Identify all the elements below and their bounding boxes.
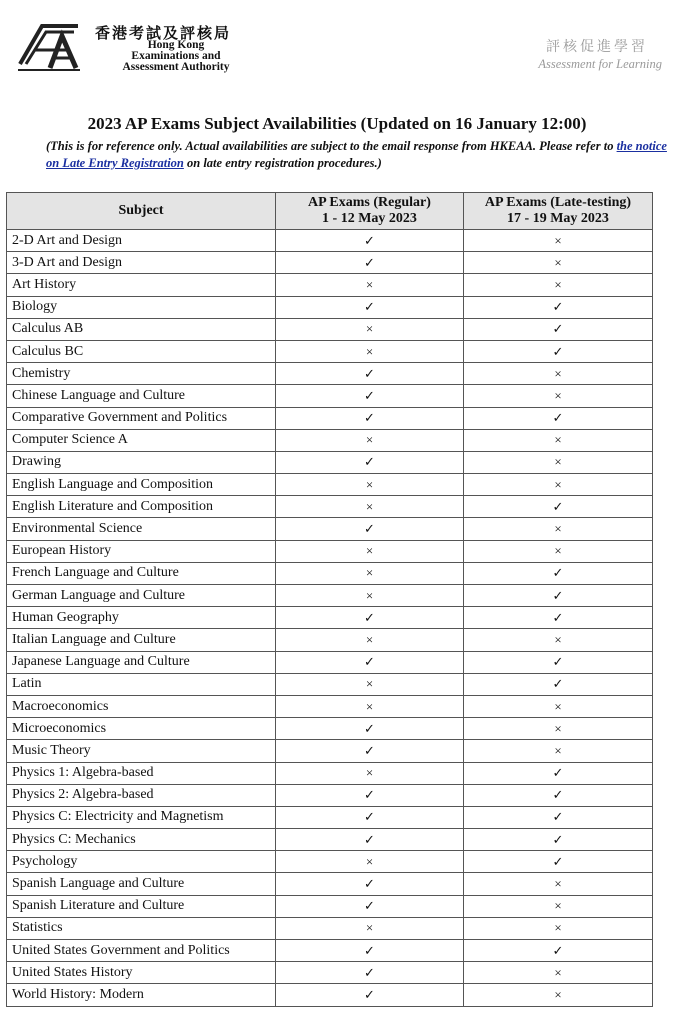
table-row — [7, 607, 653, 629]
table-row — [7, 474, 653, 496]
table-row — [7, 851, 653, 873]
late-entry-notice-link[interactable]: the notice on Late Entry Registration — [46, 139, 667, 170]
regular-availability-mark: ✓ — [276, 385, 464, 407]
regular-availability-mark: ✓ — [276, 363, 464, 385]
table-row — [7, 917, 653, 939]
late-availability-mark: × — [464, 740, 653, 762]
subject-cell: Physics 1: Algebra-based — [7, 762, 276, 784]
subject-cell: English Language and Composition — [7, 474, 276, 496]
table-row — [7, 984, 653, 1006]
regular-availability-mark: ✓ — [276, 873, 464, 895]
subject-cell: Computer Science A — [7, 429, 276, 451]
subject-cell: Physics C: Mechanics — [7, 829, 276, 851]
table-row — [7, 895, 653, 917]
subject-cell: Art History — [7, 274, 276, 296]
late-availability-mark: × — [464, 873, 653, 895]
subject-cell: Human Geography — [7, 607, 276, 629]
late-availability-mark: × — [464, 695, 653, 717]
late-availability-mark: × — [464, 230, 653, 252]
late-availability-mark: × — [464, 385, 653, 407]
regular-availability-mark: × — [276, 673, 464, 695]
subject-cell: Calculus BC — [7, 340, 276, 362]
subject-cell: Physics 2: Algebra-based — [7, 784, 276, 806]
late-availability-mark: ✓ — [464, 340, 653, 362]
regular-availability-mark: ✓ — [276, 607, 464, 629]
subject-cell: Chemistry — [7, 363, 276, 385]
subject-cell: 2-D Art and Design — [7, 230, 276, 252]
subject-cell: United States History — [7, 962, 276, 984]
regular-availability-mark: ✓ — [276, 718, 464, 740]
late-availability-mark: ✓ — [464, 585, 653, 607]
regular-availability-mark: ✓ — [276, 451, 464, 473]
reference-note — [46, 138, 668, 172]
subject-cell: World History: Modern — [7, 984, 276, 1006]
subject-cell: 3-D Art and Design — [7, 252, 276, 274]
table-row — [7, 629, 653, 651]
late-availability-mark: × — [464, 363, 653, 385]
regular-availability-mark: ✓ — [276, 962, 464, 984]
table-row — [7, 230, 653, 252]
regular-availability-mark: ✓ — [276, 651, 464, 673]
table-row — [7, 873, 653, 895]
late-availability-mark: × — [464, 540, 653, 562]
table-row — [7, 274, 653, 296]
regular-availability-mark: × — [276, 629, 464, 651]
table-row — [7, 385, 653, 407]
late-testing-column-header — [464, 193, 653, 230]
table-row — [7, 829, 653, 851]
subject-cell: Chinese Language and Culture — [7, 385, 276, 407]
table-row — [7, 318, 653, 340]
late-availability-mark: × — [464, 629, 653, 651]
late-availability-mark: ✓ — [464, 806, 653, 828]
regular-availability-mark: × — [276, 318, 464, 340]
regular-availability-mark: ✓ — [276, 518, 464, 540]
table-row — [7, 585, 653, 607]
late-availability-mark: ✓ — [464, 318, 653, 340]
table-row — [7, 340, 653, 362]
regular-availability-mark: ✓ — [276, 984, 464, 1006]
regular-availability-mark: × — [276, 585, 464, 607]
regular-availability-mark: ✓ — [276, 252, 464, 274]
subject-cell: Spanish Literature and Culture — [7, 895, 276, 917]
table-header-row — [7, 193, 653, 230]
regular-availability-mark: × — [276, 851, 464, 873]
subject-cell: Psychology — [7, 851, 276, 873]
table-row — [7, 651, 653, 673]
regular-availability-mark: ✓ — [276, 829, 464, 851]
table-row — [7, 718, 653, 740]
late-testing-dates: 17 - 19 May 2023 — [507, 211, 609, 226]
regular-availability-mark: ✓ — [276, 940, 464, 962]
afl-slogan-en: Assessment for Learning — [538, 57, 662, 71]
late-availability-mark: × — [464, 474, 653, 496]
subject-availability-table — [6, 192, 653, 1007]
table-row — [7, 451, 653, 473]
regular-availability-mark: ✓ — [276, 895, 464, 917]
late-availability-mark: ✓ — [464, 940, 653, 962]
table-row — [7, 518, 653, 540]
subject-cell: Comparative Government and Politics — [7, 407, 276, 429]
late-availability-mark: ✓ — [464, 829, 653, 851]
subject-cell: Statistics — [7, 917, 276, 939]
subject-cell: German Language and Culture — [7, 585, 276, 607]
subject-cell: Macroeconomics — [7, 695, 276, 717]
regular-availability-mark: × — [276, 917, 464, 939]
org-name-en-line: Hong Kong — [147, 39, 205, 51]
regular-availability-mark: ✓ — [276, 230, 464, 252]
subject-cell: Latin — [7, 673, 276, 695]
subject-cell: French Language and Culture — [7, 562, 276, 584]
regular-availability-mark: × — [276, 540, 464, 562]
late-availability-mark: × — [464, 451, 653, 473]
table-row — [7, 562, 653, 584]
table-row — [7, 784, 653, 806]
regular-availability-mark: × — [276, 340, 464, 362]
subject-cell: Drawing — [7, 451, 276, 473]
late-availability-mark: ✓ — [464, 496, 653, 518]
subject-cell: European History — [7, 540, 276, 562]
table-row — [7, 806, 653, 828]
table-row — [7, 363, 653, 385]
late-availability-mark: × — [464, 984, 653, 1006]
org-name-zh: 香港考試及評核局 — [95, 26, 232, 42]
table-row — [7, 740, 653, 762]
regular-availability-mark: ✓ — [276, 784, 464, 806]
table-row — [7, 940, 653, 962]
note-text: (This is for reference only. Actual availabilities are subject to the email response from HKEAA. Please refer to — [46, 139, 617, 153]
regular-availability-mark: × — [276, 762, 464, 784]
late-availability-mark: × — [464, 962, 653, 984]
subject-cell: Microeconomics — [7, 718, 276, 740]
org-name-en-line: Assessment Authority — [122, 61, 230, 73]
subject-cell: Biology — [7, 296, 276, 318]
table-row — [7, 540, 653, 562]
late-availability-mark: ✓ — [464, 851, 653, 873]
late-availability-mark: ✓ — [464, 651, 653, 673]
table-row — [7, 496, 653, 518]
regular-availability-mark: × — [276, 274, 464, 296]
table-row — [7, 429, 653, 451]
table-body — [7, 230, 653, 1007]
late-availability-mark: ✓ — [464, 296, 653, 318]
subject-cell: United States Government and Politics — [7, 940, 276, 962]
regular-exam-dates: 1 - 12 May 2023 — [322, 211, 417, 226]
table-row — [7, 695, 653, 717]
hkeaa-logo-icon — [16, 20, 82, 74]
page-title: 2023 AP Exams Subject Availabilities (Updated on 16 January 12:00) — [87, 114, 587, 133]
late-availability-mark: ✓ — [464, 784, 653, 806]
regular-availability-mark: × — [276, 496, 464, 518]
org-name-en — [96, 40, 256, 73]
regular-availability-mark: × — [276, 562, 464, 584]
late-availability-mark: × — [464, 895, 653, 917]
org-name-en-line: Examinations and — [131, 50, 221, 62]
table-row — [7, 673, 653, 695]
subject-cell: Italian Language and Culture — [7, 629, 276, 651]
regular-availability-mark: × — [276, 695, 464, 717]
document-header — [0, 0, 674, 90]
late-availability-mark: ✓ — [464, 407, 653, 429]
table-row — [7, 962, 653, 984]
subject-cell: English Literature and Composition — [7, 496, 276, 518]
late-availability-mark: × — [464, 718, 653, 740]
late-availability-mark: × — [464, 252, 653, 274]
subject-column-header: Subject — [7, 193, 276, 230]
note-text: on late entry registration procedures.) — [183, 156, 382, 170]
late-availability-mark: × — [464, 917, 653, 939]
late-availability-mark: ✓ — [464, 607, 653, 629]
table-row — [7, 296, 653, 318]
subject-cell: Calculus AB — [7, 318, 276, 340]
regular-availability-mark: ✓ — [276, 806, 464, 828]
subject-cell: Physics C: Electricity and Magnetism — [7, 806, 276, 828]
afl-slogan-zh: 評核促進學習 — [546, 40, 648, 55]
table-row — [7, 762, 653, 784]
subject-cell: Spanish Language and Culture — [7, 873, 276, 895]
regular-availability-mark: ✓ — [276, 407, 464, 429]
regular-exam-title: AP Exams (Regular) — [308, 195, 431, 210]
late-availability-mark: × — [464, 274, 653, 296]
table-row — [7, 407, 653, 429]
subject-cell: Music Theory — [7, 740, 276, 762]
late-availability-mark: ✓ — [464, 762, 653, 784]
subject-cell: Environmental Science — [7, 518, 276, 540]
late-availability-mark: × — [464, 429, 653, 451]
late-availability-mark: ✓ — [464, 562, 653, 584]
subject-cell: Japanese Language and Culture — [7, 651, 276, 673]
late-testing-title: AP Exams (Late-testing) — [484, 195, 632, 210]
regular-availability-mark: ✓ — [276, 296, 464, 318]
table-row — [7, 252, 653, 274]
regular-availability-mark: × — [276, 474, 464, 496]
regular-availability-mark: × — [276, 429, 464, 451]
late-availability-mark: ✓ — [464, 673, 653, 695]
late-availability-mark: × — [464, 518, 653, 540]
regular-availability-mark: ✓ — [276, 740, 464, 762]
regular-exam-column-header — [276, 193, 464, 230]
